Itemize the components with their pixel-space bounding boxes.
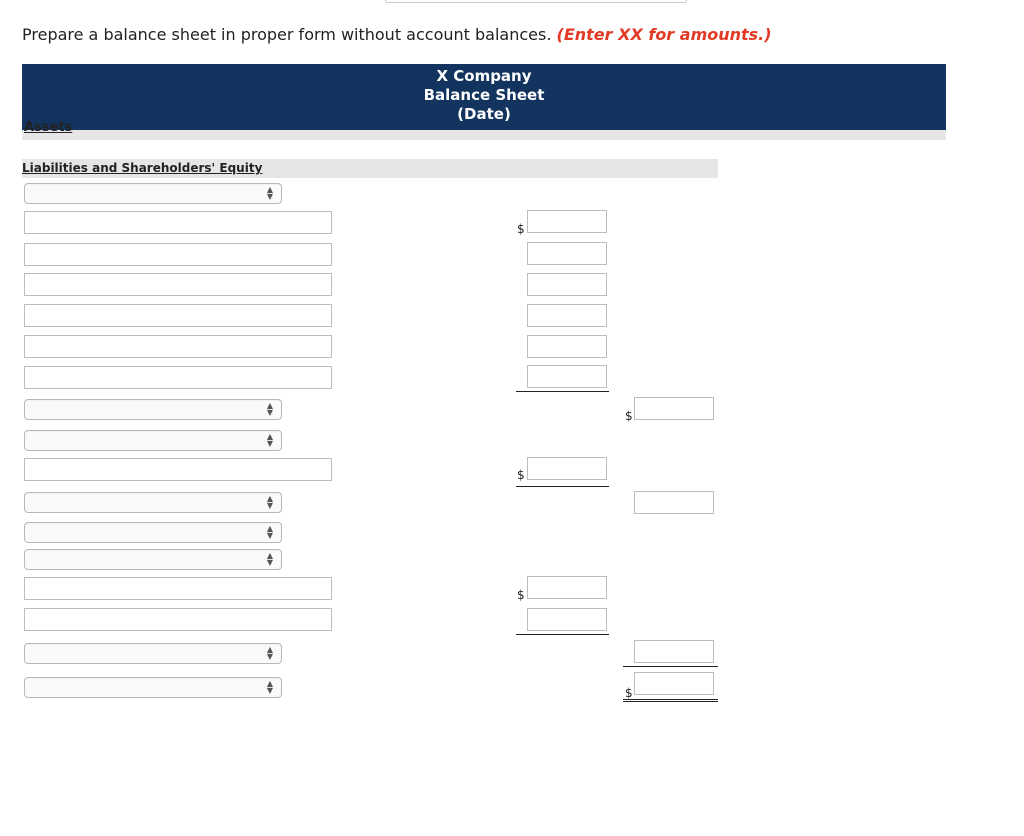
account-name-input[interactable] xyxy=(24,211,332,234)
prompt-text: Prepare a balance sheet in proper form without account balances. xyxy=(22,25,552,44)
dollar-sign: $ xyxy=(517,588,525,602)
account-name-input[interactable] xyxy=(24,366,332,389)
account-name-input[interactable] xyxy=(24,458,332,481)
line-item-select[interactable] xyxy=(24,677,282,698)
dollar-sign: $ xyxy=(625,409,633,423)
select-arrows-icon: ▲ ▼ xyxy=(266,185,273,201)
amount-input[interactable] xyxy=(527,304,607,327)
line-item-select[interactable] xyxy=(24,399,282,420)
statement-date: (Date) xyxy=(457,105,511,123)
select-arrows-icon: ▲ ▼ xyxy=(266,679,273,695)
statement-title: Balance Sheet xyxy=(423,86,545,104)
account-name-input[interactable] xyxy=(24,273,332,296)
select-arrows-icon: ▲ ▼ xyxy=(266,494,273,510)
subtotal-rule xyxy=(516,634,609,635)
account-name-input[interactable] xyxy=(24,577,332,600)
subtotal-rule xyxy=(516,391,609,392)
dollar-sign: $ xyxy=(625,686,633,700)
amount-input[interactable] xyxy=(527,273,607,296)
select-arrows-icon: ▲ ▼ xyxy=(266,524,273,540)
line-item-select[interactable] xyxy=(24,492,282,513)
prompt-instruction: (Enter XX for amounts.) xyxy=(556,25,772,44)
amount-input[interactable] xyxy=(527,608,607,631)
line-item-select[interactable] xyxy=(24,430,282,451)
total-amount-input[interactable] xyxy=(634,397,714,420)
previous-panel-edge xyxy=(385,0,687,3)
amount-input[interactable] xyxy=(527,335,607,358)
amount-input[interactable] xyxy=(527,457,607,480)
amount-input[interactable] xyxy=(527,365,607,388)
company-name: X Company xyxy=(436,67,532,85)
question-prompt xyxy=(22,25,772,44)
balance-sheet-header xyxy=(22,64,946,130)
assets-heading-label: Assets xyxy=(24,120,73,135)
total-amount-input[interactable] xyxy=(634,491,714,514)
grand-total-amount-input[interactable] xyxy=(634,672,714,695)
line-item-select[interactable] xyxy=(24,183,282,204)
account-name-input[interactable] xyxy=(24,243,332,266)
amount-input[interactable] xyxy=(527,576,607,599)
amount-input[interactable] xyxy=(527,242,607,265)
account-name-input[interactable] xyxy=(24,335,332,358)
dollar-sign: $ xyxy=(517,468,525,482)
line-item-select[interactable] xyxy=(24,522,282,543)
amount-input[interactable] xyxy=(527,210,607,233)
line-item-select[interactable] xyxy=(24,549,282,570)
account-name-input[interactable] xyxy=(24,304,332,327)
subtotal-rule xyxy=(516,486,609,487)
select-arrows-icon: ▲ ▼ xyxy=(266,401,273,417)
total-amount-input[interactable] xyxy=(634,640,714,663)
line-item-select[interactable] xyxy=(24,643,282,664)
select-arrows-icon: ▲ ▼ xyxy=(266,432,273,448)
select-arrows-icon: ▲ ▼ xyxy=(266,645,273,661)
account-name-input[interactable] xyxy=(24,608,332,631)
assets-section-heading xyxy=(22,120,946,140)
select-arrows-icon: ▲ ▼ xyxy=(266,551,273,567)
grand-total-double-rule xyxy=(623,699,718,702)
liabilities-equity-heading-label: Liabilities and Shareholders' Equity xyxy=(22,161,263,175)
dollar-sign: $ xyxy=(517,222,525,236)
total-rule xyxy=(623,666,718,667)
liabilities-equity-section-heading xyxy=(22,159,718,178)
